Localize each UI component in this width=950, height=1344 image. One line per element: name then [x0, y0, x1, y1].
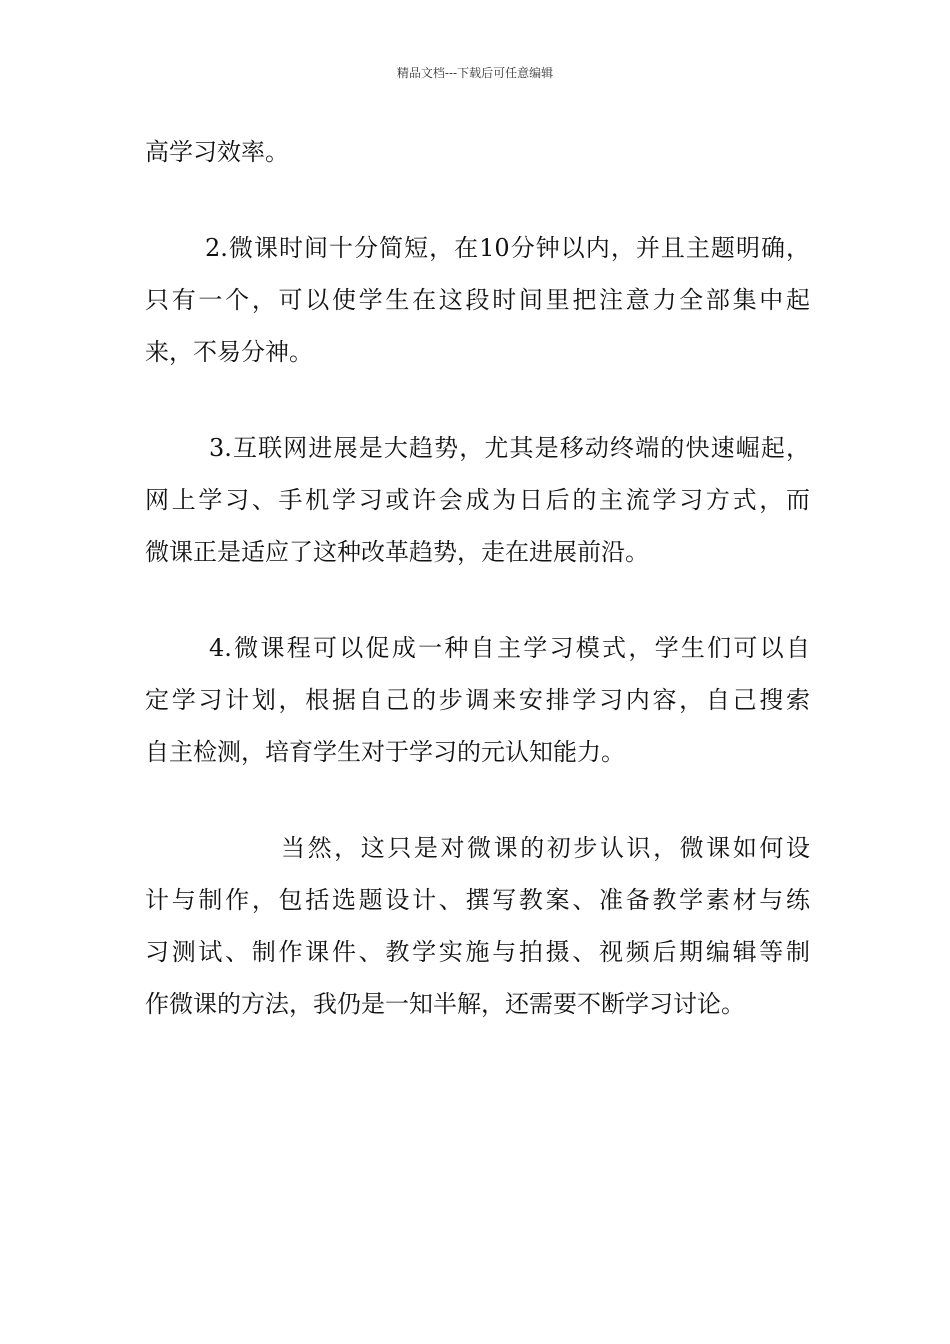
paragraph-line: 习测试、制作课件、教学实施与拍摄、视频后期编辑等制 [145, 938, 810, 966]
paragraph-1 [145, 126, 810, 178]
paragraph-line: 作微课的方法，我仍是一知半解，还需要不断学习讨论。 [145, 990, 745, 1018]
paragraph-line: 当然，这只是对微课的初步认识，微课如何设 [281, 834, 810, 862]
paragraph-line: 计与制作，包括选题设计、撰写教案、准备教学素材与练 [145, 886, 810, 914]
paragraph-2 [145, 222, 810, 378]
paragraph-line: 自主检测，培育学生对于学习的元认知能力。 [145, 738, 625, 766]
paragraph-line: 定学习计划，根据自己的步调来安排学习内容，自己搜索 [145, 686, 810, 714]
paragraph-5 [145, 822, 810, 1030]
paragraph-line: 高学习效率。 [145, 138, 289, 166]
paragraph-line: 微课正是适应了这种改革趋势，走在进展前沿。 [145, 538, 649, 566]
paragraph-line: 来，不易分神。 [145, 338, 313, 366]
paragraph-4 [145, 622, 810, 778]
document-body [145, 126, 810, 1030]
paragraph-line: 3.互联网进展是大趋势，尤其是移动终端的快速崛起， [209, 434, 810, 462]
paragraph-3 [145, 422, 810, 578]
page-header: 精品文档---下载后可任意编辑 [396, 66, 554, 80]
paragraph-line: 网上学习、手机学习或许会成为日后的主流学习方式，而 [145, 486, 810, 514]
paragraph-line: 4.微课程可以促成一种自主学习模式，学生们可以自 [209, 634, 810, 662]
paragraph-line: 只有一个，可以使学生在这段时间里把注意力全部集中起 [145, 286, 810, 314]
paragraph-line: 2.微课时间十分简短，在10分钟以内，并且主题明确， [205, 234, 810, 262]
